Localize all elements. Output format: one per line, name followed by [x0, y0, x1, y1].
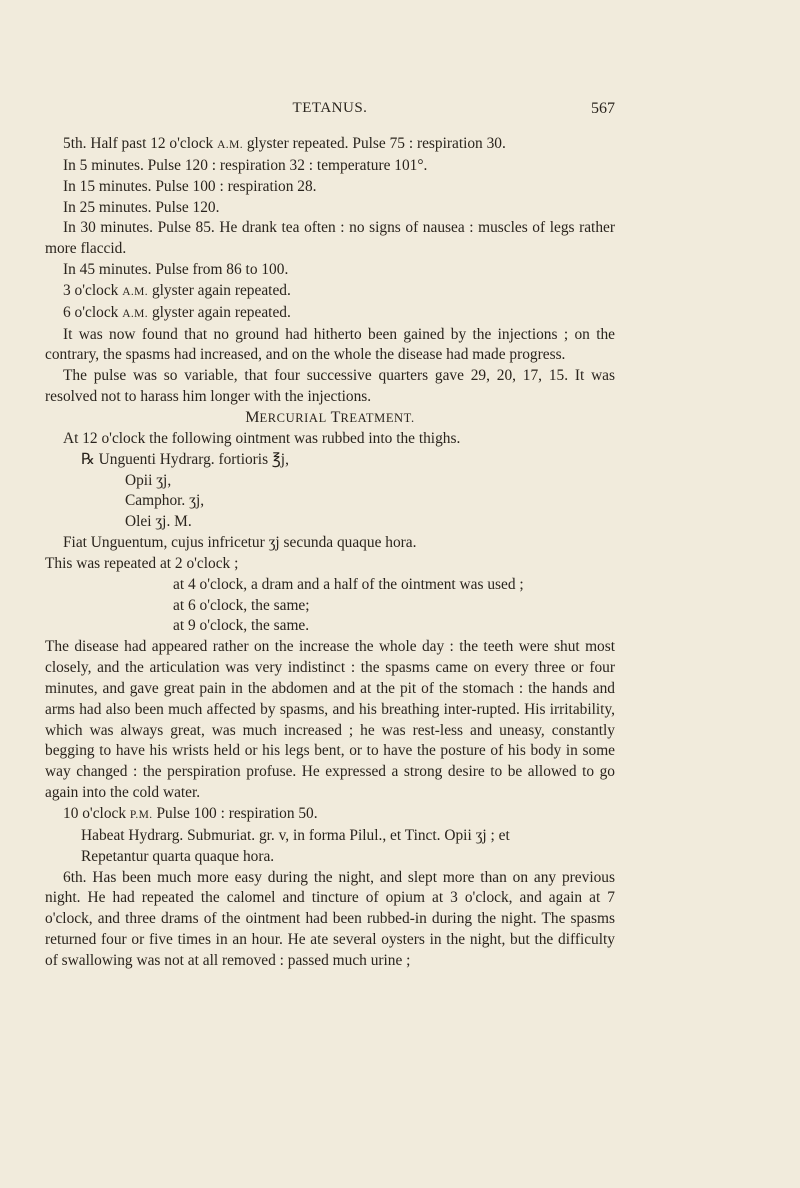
body-text [45, 134, 615, 972]
prescription-line: Opii ʒj, [125, 471, 172, 489]
entry-5th [45, 134, 615, 156]
text-run: glyster again repeated. [148, 303, 291, 321]
section-heading [45, 408, 615, 429]
entry-line: In 25 minutes. Pulse 120. [63, 198, 220, 216]
prescription-line: Habeat Hydrarg. Submuriat. gr. v, in forma Pilul., et Tinct. Opii ʒj ; et [81, 826, 510, 844]
time-abbrev: A.M. [217, 139, 243, 151]
paragraph: At 12 o'clock the following ointment was rubbed into the thighs. [63, 429, 461, 447]
paragraph: The disease had appeared rather on the increase the whole day : the teeth were shut most closely, and the articulation was very indistinct : the spasms came on every three or four minutes, and gave great pain in the abdomen and at the pit of the stomach : the hands and arms had also been much affected by spasms, and his breathing inter-rupted. His irritability, which was always great, was much increased ; he was rest-less and uneasy, constantly begging to have his wrists held or his legs bent, or to have the posture of his body in some way changed : the perspiration profuse. He expressed a strong desire to be allowed to go again into the cold water. [45, 638, 615, 802]
entry-line [45, 804, 615, 826]
prescription-line: Camphor. ʒj, [125, 492, 205, 510]
time-abbrev: A.M. [122, 285, 149, 298]
repeat-line: at 4 o'clock, a dram and a half of the ointment was used ; [173, 575, 524, 593]
paragraph: It was now found that no ground had hitherto been gained by the injections ; on the contrary, the spasms had increased, and on the whole the disease had made progress. [45, 325, 615, 364]
prescription-line: Fiat Unguentum, cujus infricetur ʒj secunda quaque hora. [63, 534, 417, 552]
heading-initial: T [330, 408, 341, 426]
repeat-line: at 9 o'clock, the same. [173, 617, 310, 635]
prescription-line: ℞ Unguenti Hydrarg. fortioris ℥j, [81, 450, 289, 468]
entry-line: In 30 minutes. Pulse 85. He drank tea often : no signs of nausea : muscles of legs rather more flaccid. [45, 219, 615, 258]
entry-line [45, 303, 615, 325]
entry-line [45, 281, 615, 303]
heading-rest: ERCURIAL [259, 410, 327, 425]
text-run: Pulse 100 : respiration 50. [152, 805, 318, 822]
entry-line: In 45 minutes. Pulse from 86 to 100. [63, 261, 289, 279]
heading-initial: M [245, 408, 260, 426]
prescription-line: Olei ʒj. M. [125, 513, 192, 531]
entry-line: In 5 minutes. Pulse 120 : respiration 32 : temperature 101°. [63, 156, 428, 174]
text-run: 5th. Half past 12 o'clock [63, 135, 218, 152]
repeat-line: at 6 o'clock, the same; [173, 596, 310, 614]
text-run: 3 o'clock [63, 281, 123, 299]
repeat-line: This was repeated at 2 o'clock ; [45, 554, 239, 572]
time-abbrev: A.M. [122, 307, 149, 320]
paragraph: 6th. Has been much more easy during the night, and slept more than on any previous night. He had repeated the calomel and tincture of opium at 3 o'clock, and again at 7 o'clock, and three drams of the ointment had been rubbed-in during the night. The spasms returned four or five times in an hour. He ate several oysters in the night, but the difficulty of swallowing was not at all removed : passed much urine ; [45, 868, 615, 969]
time-abbrev: P.M. [129, 809, 153, 821]
text-run: 6 o'clock [63, 303, 123, 321]
prescription-line: Repetantur quarta quaque hora. [81, 847, 275, 865]
page-header [45, 100, 615, 122]
running-head: TETANUS. [292, 100, 368, 116]
text-run: glyster again repeated. [148, 281, 291, 299]
text-run: glyster repeated. Pulse 75 : respiration 30. [242, 135, 506, 152]
entry-line: In 15 minutes. Pulse 100 : respiration 28. [63, 177, 317, 195]
page-number: 567 [591, 100, 615, 117]
paragraph: The pulse was so variable, that four successive quarters gave 29, 20, 17, 15. It was resolved not to harass him longer with the injections. [45, 367, 615, 406]
heading-rest: REATMENT. [340, 410, 415, 425]
text-run: 10 o'clock [63, 805, 130, 822]
